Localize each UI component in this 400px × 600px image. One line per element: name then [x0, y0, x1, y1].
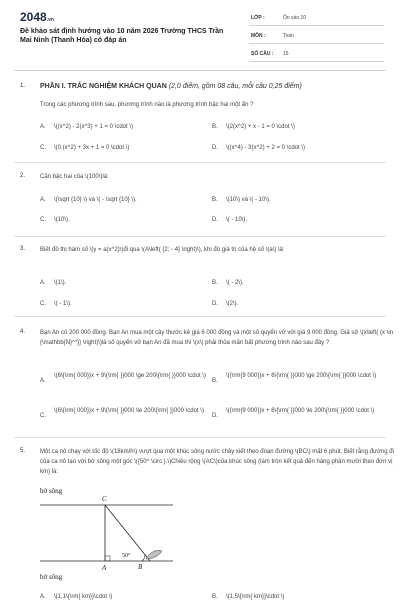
question-divider [14, 437, 386, 438]
logo-text: 2048 [20, 10, 47, 24]
option-text: \(1,1\{\rm{ km}}\cdot \) [54, 594, 113, 600]
option-letter: D. [212, 217, 218, 223]
page-header [0, 0, 400, 70]
question-3 [20, 245, 385, 305]
meta-row-subject [249, 31, 384, 44]
option-text: \( - 10\). [226, 217, 248, 223]
option-text: \(10\) và \( - 10\). [226, 197, 271, 203]
meta-box [249, 13, 384, 67]
angle-arc [142, 554, 145, 561]
option-letter: A. [40, 124, 46, 130]
option-text: \( - 1\). [54, 301, 72, 307]
option-letter: D. [212, 413, 218, 419]
option-text: \((x^4) - 3(x^2) + 2 = 0 \cdot \) [226, 145, 305, 151]
question-number: 1. [20, 83, 26, 89]
option-text: \((\rm{9 000}}x + 6\{\rm{ }}000 \le 200\{\rm{ }}000 \cdot \) [226, 408, 375, 414]
option-text: \(0.(x^2) + 3x + 1 = 0 \cdot \) [54, 145, 130, 151]
question-4 [20, 328, 394, 438]
option-text: \(6\{\rm{ 000}}x + 9\{\rm{ }}000 \ge 200\{\rm{ }}000 \cdot \) [54, 373, 206, 379]
question-1 [20, 82, 385, 152]
top-bank-label: bờ sông [40, 487, 63, 495]
option-text: \((x^2) - 2(x^3) + 1 = 0 \cdot \) [54, 124, 133, 130]
river-figure [38, 487, 178, 587]
question-number: 4. [20, 329, 26, 335]
option-text: \(\sqrt {10} \) và \( - \sqrt {10} \). [54, 197, 137, 203]
option-letter: B. [212, 280, 218, 286]
section-heading: PHẦN I. TRẮC NGHIỆM KHÁCH QUAN [40, 83, 167, 90]
option-letter: C. [40, 413, 46, 419]
option-letter: D. [212, 301, 218, 307]
option-letter: C. [40, 145, 46, 151]
logo-suffix: .vn [46, 17, 54, 23]
option-text: \(6\{\rm{ 000}}x + 9\{\rm{ }}000 \le 200\{\rm{ }}000 \cdot \) [54, 408, 204, 414]
question-divider [14, 236, 386, 237]
option-text: \(1,5\{\rm{ km}}\cdot \) [226, 594, 285, 600]
question-text: Biết đồ thị hàm số \(y = a(x^2)\)đi qua \(A\left( {2; - 4} \right)\), khi đó giá trị của hệ số \(a\) là: [40, 247, 285, 253]
question-text: Một ca nô chạy với tốc độ \(18km/h\) vượt qua một khúc sông nước chảy xiết theo đoạn đường \(BC\) mất 6 phút. Biết rằng đường đi của ca nô tạo với bờ sông một góc \({50^ \circ }.\)Chiều rộng \(AC\)của khúc sông (làm tròn kết quả đến hàng phần mười theo đơn vị km) là: [40, 449, 394, 475]
meta-value: 15 [283, 51, 289, 57]
meta-value: Ôn vào 10 [283, 15, 307, 21]
option-letter: B. [212, 594, 218, 600]
option-text: \(1\). [54, 280, 67, 286]
point-c-label: C [102, 495, 107, 503]
meta-key: SỐ CÂU : [251, 51, 274, 57]
meta-key: LỚP : [251, 15, 265, 21]
angle-label: 50° [122, 553, 131, 559]
question-text: Trong các phương trình sau, phương trình nào là phương trình bậc hai một ẩn ? [40, 102, 254, 108]
document-title: Đề khảo sát định hướng vào 10 năm 2026 Trường THCS Trần Mai Ninh (Thanh Hóa) có đáp án [20, 28, 224, 44]
option-letter: B. [212, 124, 218, 130]
question-number: 5. [20, 448, 26, 454]
question-2 [20, 172, 385, 232]
option-letter: A. [40, 594, 46, 600]
option-text: \(10\). [54, 217, 70, 223]
option-text: \(2\). [226, 301, 239, 307]
option-text: \( - 2\). [226, 280, 244, 286]
meta-value: Toán [283, 33, 294, 39]
option-text: \(2(x^2) + x - 1 = 0 \cdot \) [226, 124, 295, 130]
question-text: Bạn An có 200 000 đồng. Bạn An mua một cây thước kẻ giá 6 000 đồng và một số quyển vở với giá 9 000 đồng. Giả sử \(x\left( {x \in {\mathbb{N}^*}} \right)\)là số quyển vở bạn An đã mua thì \(x\) phải thỏa mãn bất phương trình nào sau đây ? [40, 330, 394, 346]
point-a-label: A [102, 564, 107, 572]
option-letter: C. [40, 301, 46, 307]
option-letter: C. [40, 217, 46, 223]
option-letter: A. [40, 280, 46, 286]
question-5 [20, 447, 394, 600]
option-letter: A. [40, 378, 46, 384]
question-number: 3. [20, 246, 26, 252]
right-angle-mark [105, 556, 110, 561]
question-text: Căn bậc hai của \(100\)là: [40, 174, 109, 180]
question-divider [14, 316, 386, 317]
boat-icon [146, 550, 162, 559]
meta-row-class [249, 13, 384, 26]
header-divider [14, 70, 386, 71]
question-divider [14, 162, 386, 163]
option-letter: D. [212, 145, 218, 151]
option-text: \((\rm{9 000}}x + 6\{\rm{ }}000 \ge 200\{\rm{ }}000 \cdot \) [226, 373, 377, 379]
bottom-bank-label: bờ sông [40, 573, 63, 581]
meta-row-count [249, 49, 384, 62]
option-letter: B. [212, 197, 218, 203]
question-number: 2. [20, 173, 26, 179]
meta-key: MÔN : [251, 33, 266, 39]
option-letter: B. [212, 378, 218, 384]
site-logo[interactable] [20, 10, 54, 24]
section-title [40, 82, 302, 91]
option-letter: A. [40, 197, 46, 203]
section-note: (2,0 điểm, gồm 08 câu, mỗi câu 0,25 điểm) [168, 83, 302, 90]
point-b-label: B [138, 563, 143, 571]
